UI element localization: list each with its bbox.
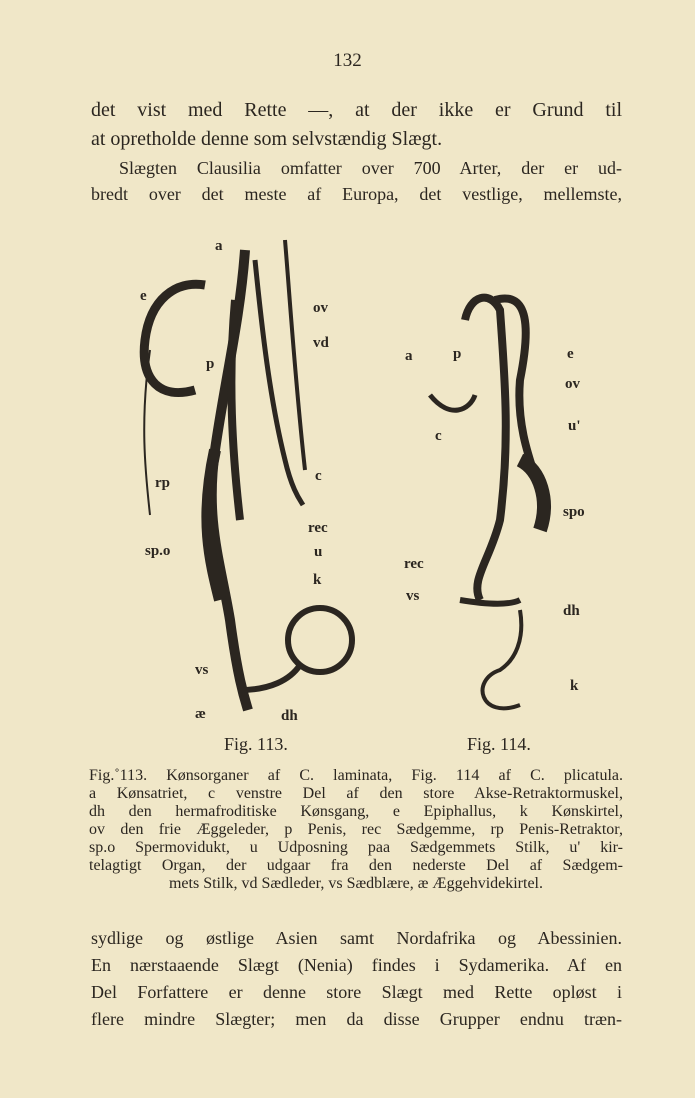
- page-number: 132: [333, 50, 362, 71]
- body-text-line: Del Forfattere er denne store Slægt med Rette opløst i: [91, 982, 622, 1002]
- body-text-line: Slægten Clausilia omfatter over 700 Arter, der er ud-: [119, 158, 622, 178]
- body-text-line: bredt over det meste af Europa, det vestlige, mellemste,: [91, 184, 622, 204]
- label-rec: rec: [308, 520, 328, 536]
- caption-line: dh den hermafroditiske Kønsgang, e Epiphallus, k Kønskirtel,: [89, 803, 623, 820]
- caption-line: sp.o Spermovidukt, u Udposning paa Sædgemmets Stilk, u' kir-: [89, 839, 623, 856]
- label-u: u: [314, 544, 323, 560]
- label-vd: vd: [313, 335, 329, 351]
- label-p: p: [206, 356, 215, 372]
- body-text-line: sydlige og østlige Asien samt Nordafrika og Abessinien.: [91, 928, 622, 948]
- label-c: c: [315, 468, 322, 484]
- label-k: k: [570, 678, 579, 694]
- body-text-line: flere mindre Slægter; men da disse Grupper endnu træn-: [91, 1009, 622, 1029]
- label-e: e: [140, 288, 147, 304]
- label-spo: spo: [563, 504, 585, 520]
- label-vs: vs: [406, 588, 420, 604]
- label-rec: rec: [404, 556, 424, 572]
- body-text-line: det vist med Rette —, at der ikke er Grund til: [91, 99, 622, 121]
- caption-line: Fig.˚113. Kønsorganer af C. laminata, Fig. 114 af C. plicatula.: [89, 767, 623, 784]
- label-u-prime: u': [568, 418, 581, 434]
- body-text-line: En nærstaaende Slægt (Nenia) findes i Sydamerika. Af en: [91, 955, 622, 975]
- figure-114-drawing: [430, 298, 545, 709]
- label-rp: rp: [155, 475, 170, 491]
- figure-114-caption: Fig. 114.: [467, 734, 531, 754]
- label-spo: sp.o: [145, 543, 171, 559]
- caption-line: a Kønsatriet, c venstre Del af den store Akse-Retraktormuskel,: [89, 785, 623, 802]
- label-dh: dh: [281, 708, 298, 724]
- label-dh: dh: [563, 603, 580, 619]
- label-ov: ov: [565, 376, 580, 392]
- label-c: c: [435, 428, 442, 444]
- figure-113-caption: Fig. 113.: [224, 734, 288, 754]
- label-p: p: [453, 346, 462, 362]
- caption-line: ov den frie Æggeleder, p Penis, rec Sædgemme, rp Penis-Retraktor,: [89, 821, 623, 838]
- label-ae: æ: [195, 706, 206, 722]
- label-k: k: [313, 572, 322, 588]
- body-text-line: at opretholde denne som selvstændig Slægt.: [91, 128, 443, 150]
- label-vs: vs: [195, 662, 209, 678]
- label-a: a: [405, 348, 413, 364]
- label-ov: ov: [313, 300, 328, 316]
- caption-line: mets Stilk, vd Sædleder, vs Sædblære, æ Æggehvidekirtel.: [168, 875, 543, 892]
- caption-line: telagtigt Organ, der udgaar fra den nederste Del af Sædgem-: [89, 857, 623, 874]
- label-e: e: [567, 346, 574, 362]
- label-a: a: [215, 238, 223, 254]
